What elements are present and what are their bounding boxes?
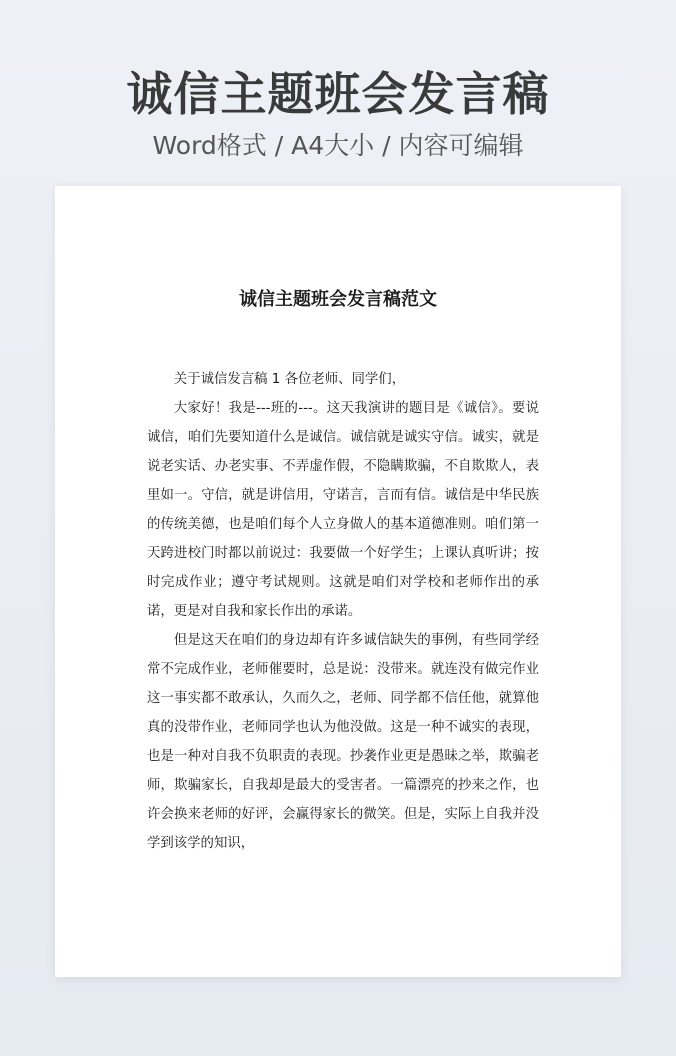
- paragraph-examples: 但是这天在咱们的身边却有许多诚信缺失的事例，有些同学经常不完成作业，老师催要时，总是说：没带来。就连没有做完作业这一事实都不敢承认，久而久之，老师、同学都不信任他，就算他真的没带作业，老师同学也认为他没做。这是一种不诚实的表现，也是一种对自我不负职责的表现。抄袭作业更是愚昧之举，欺骗老师，欺骗家长，自我却是最大的受害者。一篇漂亮的抄来之作，也许会换来老师的好评，会赢得家长的微笑。但是，实际上自我并没学到该学的知识，: [147, 633, 539, 851]
- paragraph-greeting: 大家好！我是---班的---。这天我演讲的题目是《诚信》。要说诚信，咱们先要知道什么是诚信。诚信就是诚实守信。诚实，就是说老实话、办老实事、不弄虚作假，不隐瞒欺骗，不自欺欺人，表里如一。守信，就是讲信用，守诺言，言而有信。诚信是中华民族的传统美德，也是咱们每个人立身做人的基本道德准则。咱们第一天跨进校门时都以前说过：我要做一个好学生；上课认真听讲；按时完成作业；遵守考试规则。这就是咱们对学校和老师作出的承诺，更是对自我和家长作出的承诺。: [147, 401, 539, 619]
- document-body: [147, 365, 539, 858]
- banner-subtitle: Word格式 / A4大小 / 内容可编辑: [152, 131, 524, 160]
- paragraph-intro: 关于诚信发言稿 1 各位老师、同学们，: [173, 372, 406, 387]
- document-title: 诚信主题班会发言稿范文: [239, 289, 437, 310]
- document-page: [55, 186, 621, 977]
- banner-title: 诚信主题班会发言稿: [126, 67, 550, 121]
- promo-banner: [0, 62, 676, 164]
